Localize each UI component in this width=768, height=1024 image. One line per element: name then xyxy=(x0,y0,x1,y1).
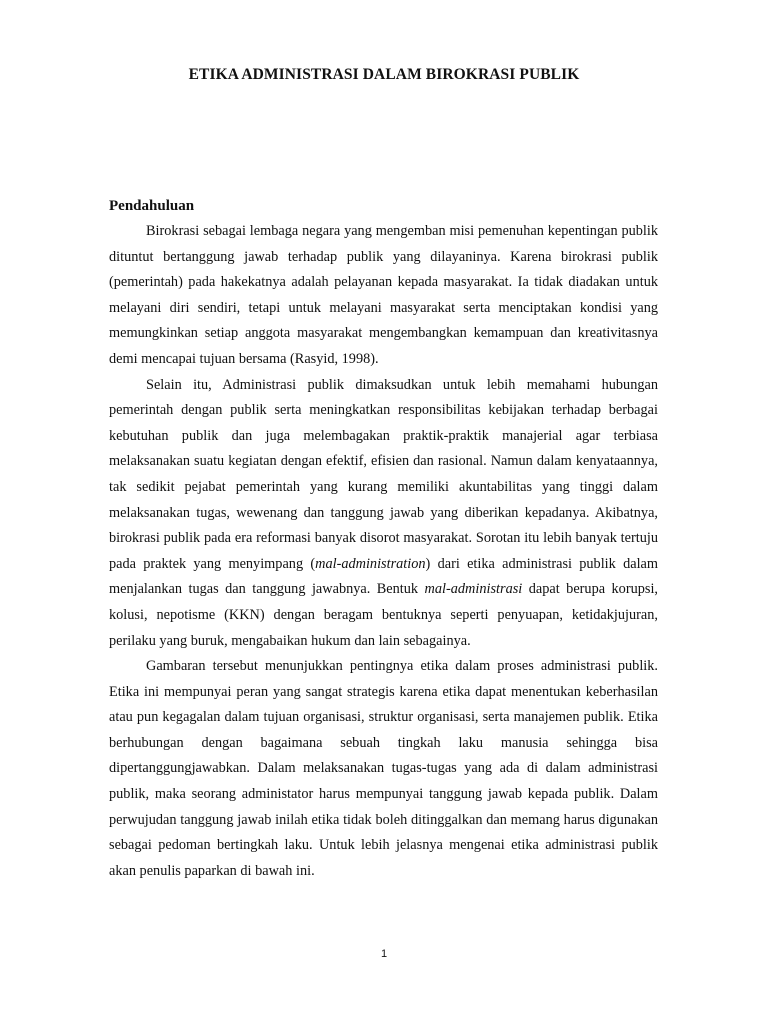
paragraph-1: Birokrasi sebagai lembaga negara yang mengemban misi pemenuhan kepentingan publik dituntut bertanggung jawab terhadap publik yang dilayaninya. Karena birokrasi publik (pemerintah) pada hakekatnya adalah pelayanan kepada masyarakat. Ia tidak diadakan untuk melayani diri sendiri, tetapi untuk melayani masyarakat serta menciptakan kondisi yang memungkinkan setiap anggota masyarakat mengembangkan kemampuan dan kreativitasnya demi mencapai tujuan bersama (Rasyid, 1998). xyxy=(109,223,658,367)
body-text xyxy=(109,219,658,884)
paragraph-2-text-b: ) dari etika administrasi publik dalam menjalankan tugas dan tanggung jawabnya. Bentuk xyxy=(109,555,659,598)
paragraph-2-italic-term-1: mal-administration xyxy=(315,555,426,572)
paragraph-3: Gambaran tersebut menunjukkan pentingnya etika dalam proses administrasi publik. Etika ini mempunyai peran yang sangat strategis karena etika dapat menentukan keberhasilan atau pun kegagalan dalam tujuan organisasi, struktur organisasi, serta manajemen publik. Etika berhubungan dengan bagaimana sebuah tingkah laku manusia sehingga bisa dipertanggungjawabkan. Dalam melaksanakan tugas-tugas yang ada di dalam administrasi publik, maka seorang administator harus mempunyai tanggung jawab kepada publik. Dalam perwujudan tanggung jawab inilah etika tidak boleh ditinggalkan dan memang harus digunakan sebagai pedoman bertingkah laku. Untuk lebih jelasnya mengenai etika administrasi publik akan penulis paparkan di bawah ini. xyxy=(109,658,658,879)
document-title: ETIKA ADMINISTRASI DALAM BIROKRASI PUBLIK xyxy=(188,66,580,83)
paragraph-2-italic-term-2: mal-administrasi xyxy=(424,581,523,598)
page-number: 1 xyxy=(380,948,388,960)
paragraph-2-text-a: Selain itu, Administrasi publik dimaksudkan untuk lebih memahami hubungan pemerintah dengan publik serta meningkatkan responsibilitas kebijakan terhadap berbagai kebutuhan publik dan juga melembagakan praktik-praktik manajerial agar terbiasa melaksanakan suatu kegiatan dengan efektif, efisien dan rasional. Namun dalam kenyataannya, tak sedikit pejabat pemerintah yang kurang memiliki akuntabilitas yang tinggi dalam melaksanakan tugas, wewenang dan tanggung jawab yang diberikan kepadanya. Akibatnya, birokrasi publik pada era reformasi banyak disorot masyarakat. Sorotan itu lebih banyak tertuju pada praktek yang menyimpang ( xyxy=(109,376,658,572)
section-heading: Pendahuluan xyxy=(109,198,195,214)
paragraph-2 xyxy=(109,373,658,655)
paragraph-2-text-c: dapat berupa korupsi, kolusi, nepotisme (KKN) dengan beragam bentuknya seperti penyuapan, ketidakjujuran, perilaku yang buruk, mengabaikan hukum dan lain sebagainya. xyxy=(109,581,658,649)
